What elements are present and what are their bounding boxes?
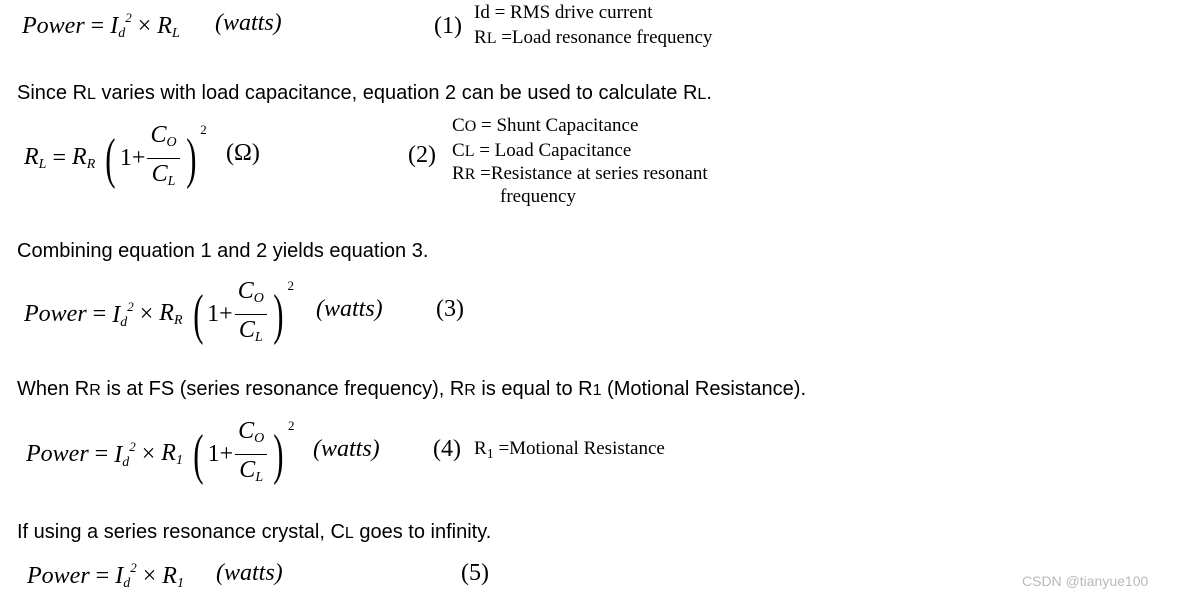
eq5-times: × <box>142 563 157 589</box>
eq1-power: Power <box>22 13 85 39</box>
eq3-right-paren: ) <box>273 283 284 346</box>
eq1-note-1: Id = RMS drive current <box>474 2 653 23</box>
equation-3 <box>24 276 294 353</box>
eq4-unit: (watts) <box>313 436 380 462</box>
eq4-fraction: $\frac{C_O}{C_L}$ <box>235 416 267 493</box>
eq1-current: $I_d^2$ <box>110 10 132 41</box>
eq4-note: $R_1$ =Motional Resistance <box>474 438 665 462</box>
eq1-number: (1) <box>434 13 462 39</box>
eq1-times: × <box>137 13 152 39</box>
eq2-rl: $R_L$ <box>24 144 47 172</box>
eq2-fraction: $\frac{C_O}{C_L}$ <box>147 120 179 197</box>
eq5-r1: $R_1$ <box>162 563 184 591</box>
eq3-times: × <box>139 301 154 327</box>
eq5-current: $I_d^2$ <box>115 560 137 591</box>
eq2-note-2: CL = Load Capacitance <box>452 140 632 161</box>
eq4-r1: $R_1$ <box>161 440 183 468</box>
eq2-one-plus: 1+ <box>119 145 146 171</box>
eq2-rr: $R_R$ <box>72 144 96 172</box>
eq1-equals: = <box>90 13 105 39</box>
eq5-number: (5) <box>461 560 489 586</box>
eq3-equals: = <box>92 301 107 327</box>
eq1-unit: (watts) <box>215 10 282 36</box>
equation-1 <box>22 10 180 42</box>
eq4-times: × <box>141 441 156 467</box>
equation-2 <box>24 120 207 197</box>
eq4-right-paren: ) <box>273 423 284 486</box>
equation-4 <box>26 416 294 493</box>
eq3-power: Power <box>24 301 87 327</box>
eq1-note-2: RL =Load resonance frequency <box>474 27 713 48</box>
eq4-power: Power <box>26 441 89 467</box>
eq3-fraction: $\frac{C_O}{C_L}$ <box>235 276 267 353</box>
eq2-number: (2) <box>408 142 436 168</box>
eq5-equals: = <box>95 563 110 589</box>
paragraph-combining: Combining equation 1 and 2 yields equation 3. <box>17 240 429 262</box>
watermark: CSDN @tianyue100 <box>1022 573 1149 589</box>
eq3-unit: (watts) <box>316 296 383 322</box>
eq3-current: $I_d^2$ <box>112 298 134 330</box>
eq2-note-1: CO = Shunt Capacitance <box>452 115 639 136</box>
paragraph-series-crystal: If using a series resonance crystal, CL goes to infinity. <box>17 521 492 543</box>
eq4-left-paren: ( <box>193 423 204 486</box>
eq2-square: 2 <box>200 122 207 138</box>
eq5-unit: (watts) <box>216 560 283 586</box>
eq2-note-3: RR =Resistance at series resonant <box>452 163 708 184</box>
eq2-right-paren: ) <box>185 127 197 190</box>
eq1-resistance: $R_L$ <box>157 13 180 41</box>
eq3-square: 2 <box>287 278 294 294</box>
eq3-rr: $R_R$ <box>159 300 183 328</box>
eq3-left-paren: ( <box>192 283 203 346</box>
eq3-number: (3) <box>436 296 464 322</box>
eq2-note-4: frequency <box>500 186 576 207</box>
eq4-current: $I_d^2$ <box>114 438 136 470</box>
eq2-equals: = <box>52 145 67 171</box>
eq4-number: (4) <box>433 436 461 462</box>
eq4-square: 2 <box>287 418 295 434</box>
eq2-left-paren: ( <box>105 127 116 190</box>
paragraph-rl-varies: Since RL varies with load capacitance, equation 2 can be used to calculate RL. <box>17 82 712 104</box>
eq4-one-plus: 1+ <box>207 441 234 467</box>
eq5-power: Power <box>27 563 90 589</box>
eq2-unit: (Ω) <box>226 140 260 166</box>
equation-5 <box>27 560 184 592</box>
eq4-equals: = <box>94 441 109 467</box>
eq3-one-plus: 1+ <box>207 301 233 327</box>
paragraph-when-rr: When RR is at FS (series resonance frequency), RR is equal to R1 (Motional Resistance). <box>17 378 807 400</box>
